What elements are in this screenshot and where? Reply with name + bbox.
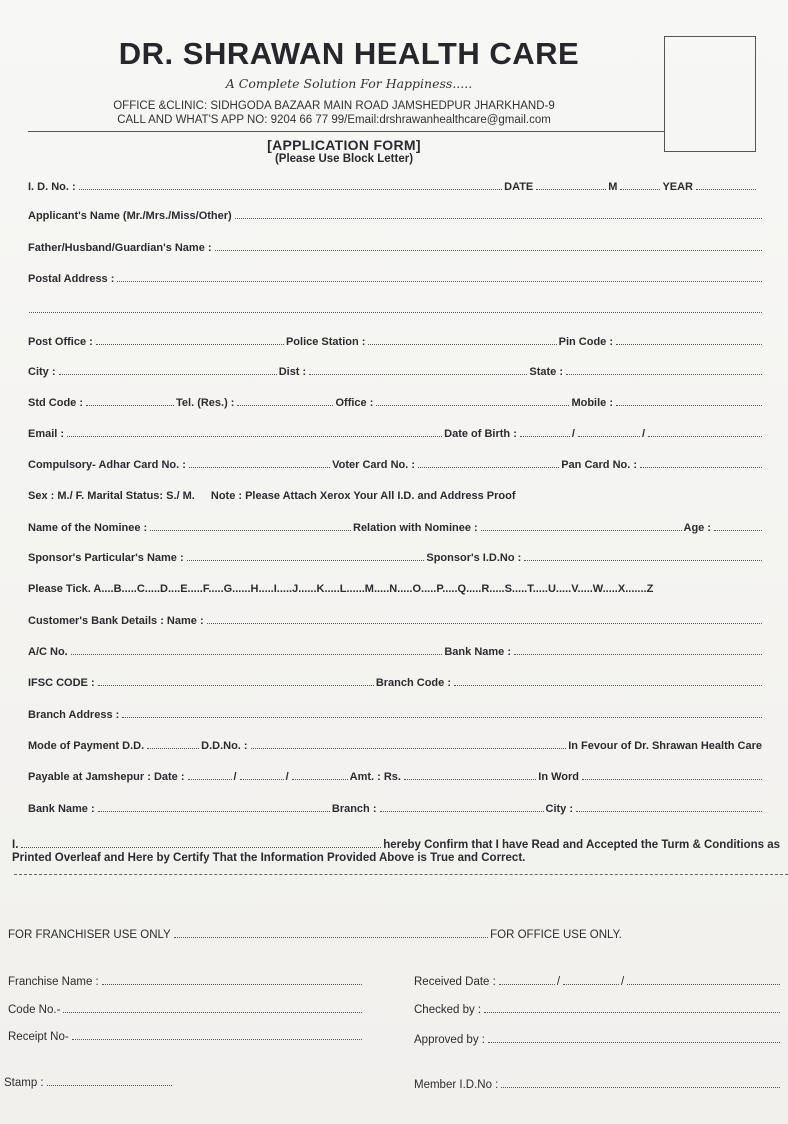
declaration-start: I. (12, 839, 19, 851)
guardian-name-field[interactable] (215, 250, 762, 251)
declaration-line-1 (12, 835, 782, 851)
row-checked-by (414, 1000, 782, 1016)
id-no-label: I. D. No. : (28, 181, 76, 193)
bank-name-label: Bank Name : (444, 646, 511, 658)
mobile-label: Mobile : (571, 397, 613, 409)
row-ifsc (28, 673, 764, 689)
state-field[interactable] (566, 374, 762, 375)
city-label: City : (28, 366, 56, 378)
payable-day-field[interactable] (188, 779, 232, 780)
form-title: [APPLICATION FORM] (267, 137, 421, 153)
receipt-no-field[interactable] (72, 1039, 362, 1040)
voter-label: Voter Card No. : (332, 459, 416, 471)
police-station-label: Police Station : (285, 336, 366, 348)
ifsc-label: IFSC CODE : (28, 677, 95, 689)
received-date-label: Received Date : (414, 976, 496, 988)
sponsor-name-label: Sponsor's Particular's Name : (28, 552, 184, 564)
branch-code-label: Branch Code : (375, 677, 451, 689)
guardian-name-label: Father/Husband/Guardian's Name : (28, 242, 212, 254)
month-field[interactable] (620, 189, 660, 190)
ac-no-field[interactable] (71, 654, 443, 655)
tel-res-field[interactable] (237, 405, 333, 406)
adhar-field[interactable] (189, 467, 330, 468)
applicant-name-field[interactable] (235, 218, 762, 219)
row-bank-details (28, 611, 764, 627)
police-station-field[interactable] (368, 344, 556, 345)
row-id-date (28, 177, 758, 193)
member-id-field[interactable] (501, 1087, 780, 1088)
applicant-name-label: Applicant's Name (Mr./Mrs./Miss/Other) (28, 210, 232, 222)
row-email (28, 424, 764, 440)
row-branch-address (28, 705, 764, 721)
bank-details-label: Customer's Bank Details : Name : (28, 615, 204, 627)
received-slash-1: / (556, 976, 561, 988)
sex-marital-label: Sex : M./ F. Marital Status: S./ M. (28, 490, 195, 502)
year-label: YEAR (662, 181, 693, 193)
payable-slash-2: / (285, 771, 289, 783)
clinic-contact: CALL AND WHAT'S APP NO: 9204 66 77 99/Email:drshrawanhealthcare@gmail.com (117, 114, 551, 126)
branch-field[interactable] (380, 811, 544, 812)
note-label: Note : Please Attach Xerox Your All I.D. and Address Proof (210, 490, 516, 502)
please-tick-options[interactable]: Please Tick. A....B.....C.....D....E.....F.....G......H.....I.....J......K.....L......M.....N.....O.....P.....Q.....R.....S.....T.....U.....V.....W.....X.......Z (28, 583, 654, 595)
row-received-date (414, 972, 782, 988)
post-office-label: Post Office : (28, 336, 93, 348)
office-label: Office : (335, 397, 374, 409)
code-no-field[interactable] (63, 1012, 362, 1013)
declaration-divider (14, 874, 788, 875)
received-slash-2: / (621, 976, 625, 988)
row-sex (28, 486, 764, 502)
member-id-label: Member I.D.No : (414, 1079, 499, 1091)
franchiser-use-label: FOR FRANCHISER USE ONLY (8, 929, 171, 941)
office-field[interactable] (376, 405, 569, 406)
clinic-title: DR. SHRAWAN HEALTH CARE (118, 36, 580, 71)
row-payable (28, 767, 764, 783)
row-postal-2 (28, 300, 764, 316)
tel-res-label: Tel. (Res.) : (176, 397, 235, 409)
date-field[interactable] (536, 189, 606, 190)
relation-field[interactable] (481, 530, 682, 531)
dd-no-label: D.D.No. : (201, 740, 248, 752)
pan-field[interactable] (640, 467, 762, 468)
form-subtitle: (Please Use Block Letter) (274, 153, 414, 165)
sponsor-id-label: Sponsor's I.D.No : (426, 552, 522, 564)
year-field[interactable] (696, 189, 756, 190)
branch-address-label: Branch Address : (28, 709, 120, 721)
payable-slash-1: / (233, 771, 237, 783)
row-nominee (28, 518, 764, 534)
postal-address-label: Postal Address : (28, 273, 115, 285)
received-month-field[interactable] (563, 984, 619, 985)
code-no-label: Code No.- (8, 1004, 61, 1016)
ac-no-label: A/C No. (28, 646, 68, 658)
city2-label: City : (545, 803, 573, 815)
row-city (28, 362, 764, 378)
dob-year-field[interactable] (648, 436, 762, 437)
mode-payment-label: Mode of Payment D.D. (28, 740, 145, 752)
email-label: Email : (28, 428, 65, 440)
approved-by-label: Approved by : (414, 1034, 485, 1046)
office-use-label: FOR OFFICE USE ONLY. (490, 929, 622, 941)
relation-label: Relation with Nominee : (353, 522, 478, 534)
branch-label: Branch : (331, 803, 377, 815)
dob-label: Date of Birth : (444, 428, 517, 440)
row-stamp (4, 1073, 174, 1089)
date-label: DATE (504, 181, 534, 193)
pan-label: Pan Card No. : (561, 459, 638, 471)
row-post-office (28, 332, 764, 348)
postal-address-field[interactable] (117, 281, 762, 282)
in-word-field[interactable] (582, 779, 762, 780)
row-franchise-name (8, 972, 364, 988)
row-approved-by (414, 1030, 782, 1046)
payable-year-field[interactable] (292, 779, 348, 780)
approved-by-field[interactable] (488, 1042, 780, 1043)
dist-label: Dist : (278, 366, 307, 378)
id-no-field[interactable] (79, 189, 502, 190)
stamp-label: Stamp : (4, 1077, 44, 1089)
state-label: State : (529, 366, 563, 378)
row-bank-branch-city (28, 799, 764, 815)
mode-payment-field[interactable] (147, 748, 199, 749)
bank-name2-label: Bank Name : (28, 803, 95, 815)
branch-code-field[interactable] (454, 685, 762, 686)
checked-by-label: Checked by : (414, 1004, 482, 1016)
row-payment (28, 736, 764, 752)
month-label: M (608, 181, 618, 193)
adhar-label: Compulsory- Adhar Card No. : (28, 459, 186, 471)
declaration-line1-text: hereby Confirm that I have Read and Accepted the Turm & Conditions as (383, 839, 780, 851)
post-office-field[interactable] (96, 344, 284, 345)
header-divider (28, 131, 664, 132)
std-code-field[interactable] (86, 405, 174, 406)
row-sponsor (28, 548, 764, 564)
dist-field[interactable] (309, 374, 527, 375)
dob-slash-1: / (571, 428, 575, 440)
declaration-name-field[interactable] (21, 847, 381, 848)
photo-box (664, 36, 756, 152)
checked-by-field[interactable] (484, 1012, 780, 1013)
branch-address-field[interactable] (122, 717, 762, 718)
city2-field[interactable] (576, 811, 762, 812)
row-code-no (8, 1000, 364, 1016)
row-member-id (414, 1075, 782, 1091)
payable-label: Payable at Jamshepur : Date : (28, 771, 185, 783)
std-code-label: Std Code : (28, 397, 83, 409)
row-postal (28, 269, 764, 285)
nominee-field[interactable] (150, 530, 351, 531)
amt-field[interactable] (404, 779, 536, 780)
city-field[interactable] (59, 374, 277, 375)
row-ac (28, 642, 764, 658)
row-applicant (28, 206, 764, 222)
in-favour-label: In Fevour of Dr. Shrawan Health Care (568, 740, 762, 752)
franchiser-use-field[interactable] (174, 937, 488, 938)
franchise-name-label: Franchise Name : (8, 976, 99, 988)
received-day-field[interactable] (499, 984, 555, 985)
declaration-line-2: Printed Overleaf and Here by Certify That the Information Provided Above is True and Correct. (12, 852, 526, 864)
clinic-tagline: A Complete Solution For Happiness..... (225, 76, 473, 91)
ifsc-field[interactable] (98, 685, 374, 686)
received-year-field[interactable] (627, 984, 780, 985)
row-receipt-no (8, 1027, 364, 1043)
pin-code-field[interactable] (616, 344, 762, 345)
email-field[interactable] (67, 436, 442, 437)
dob-month-field[interactable] (578, 436, 640, 437)
clinic-address: OFFICE &CLINIC: SIDHGODA BAZAAR MAIN ROAD JAMSHEDPUR JHARKHAND-9 (113, 100, 555, 112)
stamp-field[interactable] (47, 1085, 172, 1086)
age-label: Age : (683, 522, 711, 534)
franchise-name-field[interactable] (102, 984, 362, 985)
nominee-label: Name of the Nominee : (28, 522, 148, 534)
receipt-no-label: Receipt No- (8, 1031, 69, 1043)
row-std (28, 393, 764, 409)
bank-account-name-field[interactable] (207, 623, 762, 624)
payable-month-field[interactable] (240, 779, 284, 780)
in-word-label: In Word (538, 771, 579, 783)
pin-code-label: Pin Code : (558, 336, 613, 348)
bank-name-field[interactable] (514, 654, 762, 655)
row-ids (28, 455, 764, 471)
dob-day-field[interactable] (520, 436, 570, 437)
age-field[interactable] (714, 530, 762, 531)
amt-label: Amt. : Rs. (349, 771, 401, 783)
sponsor-id-field[interactable] (524, 560, 762, 561)
row-guardian (28, 238, 764, 254)
row-use-only (8, 925, 624, 941)
sponsor-name-field[interactable] (187, 560, 425, 561)
bank-name2-field[interactable] (98, 811, 330, 812)
voter-field[interactable] (418, 467, 559, 468)
postal-address-field-2[interactable] (29, 312, 762, 313)
mobile-field[interactable] (616, 405, 762, 406)
row-please-tick (28, 579, 764, 595)
dob-slash-2: / (641, 428, 645, 440)
dd-no-field[interactable] (251, 748, 567, 749)
